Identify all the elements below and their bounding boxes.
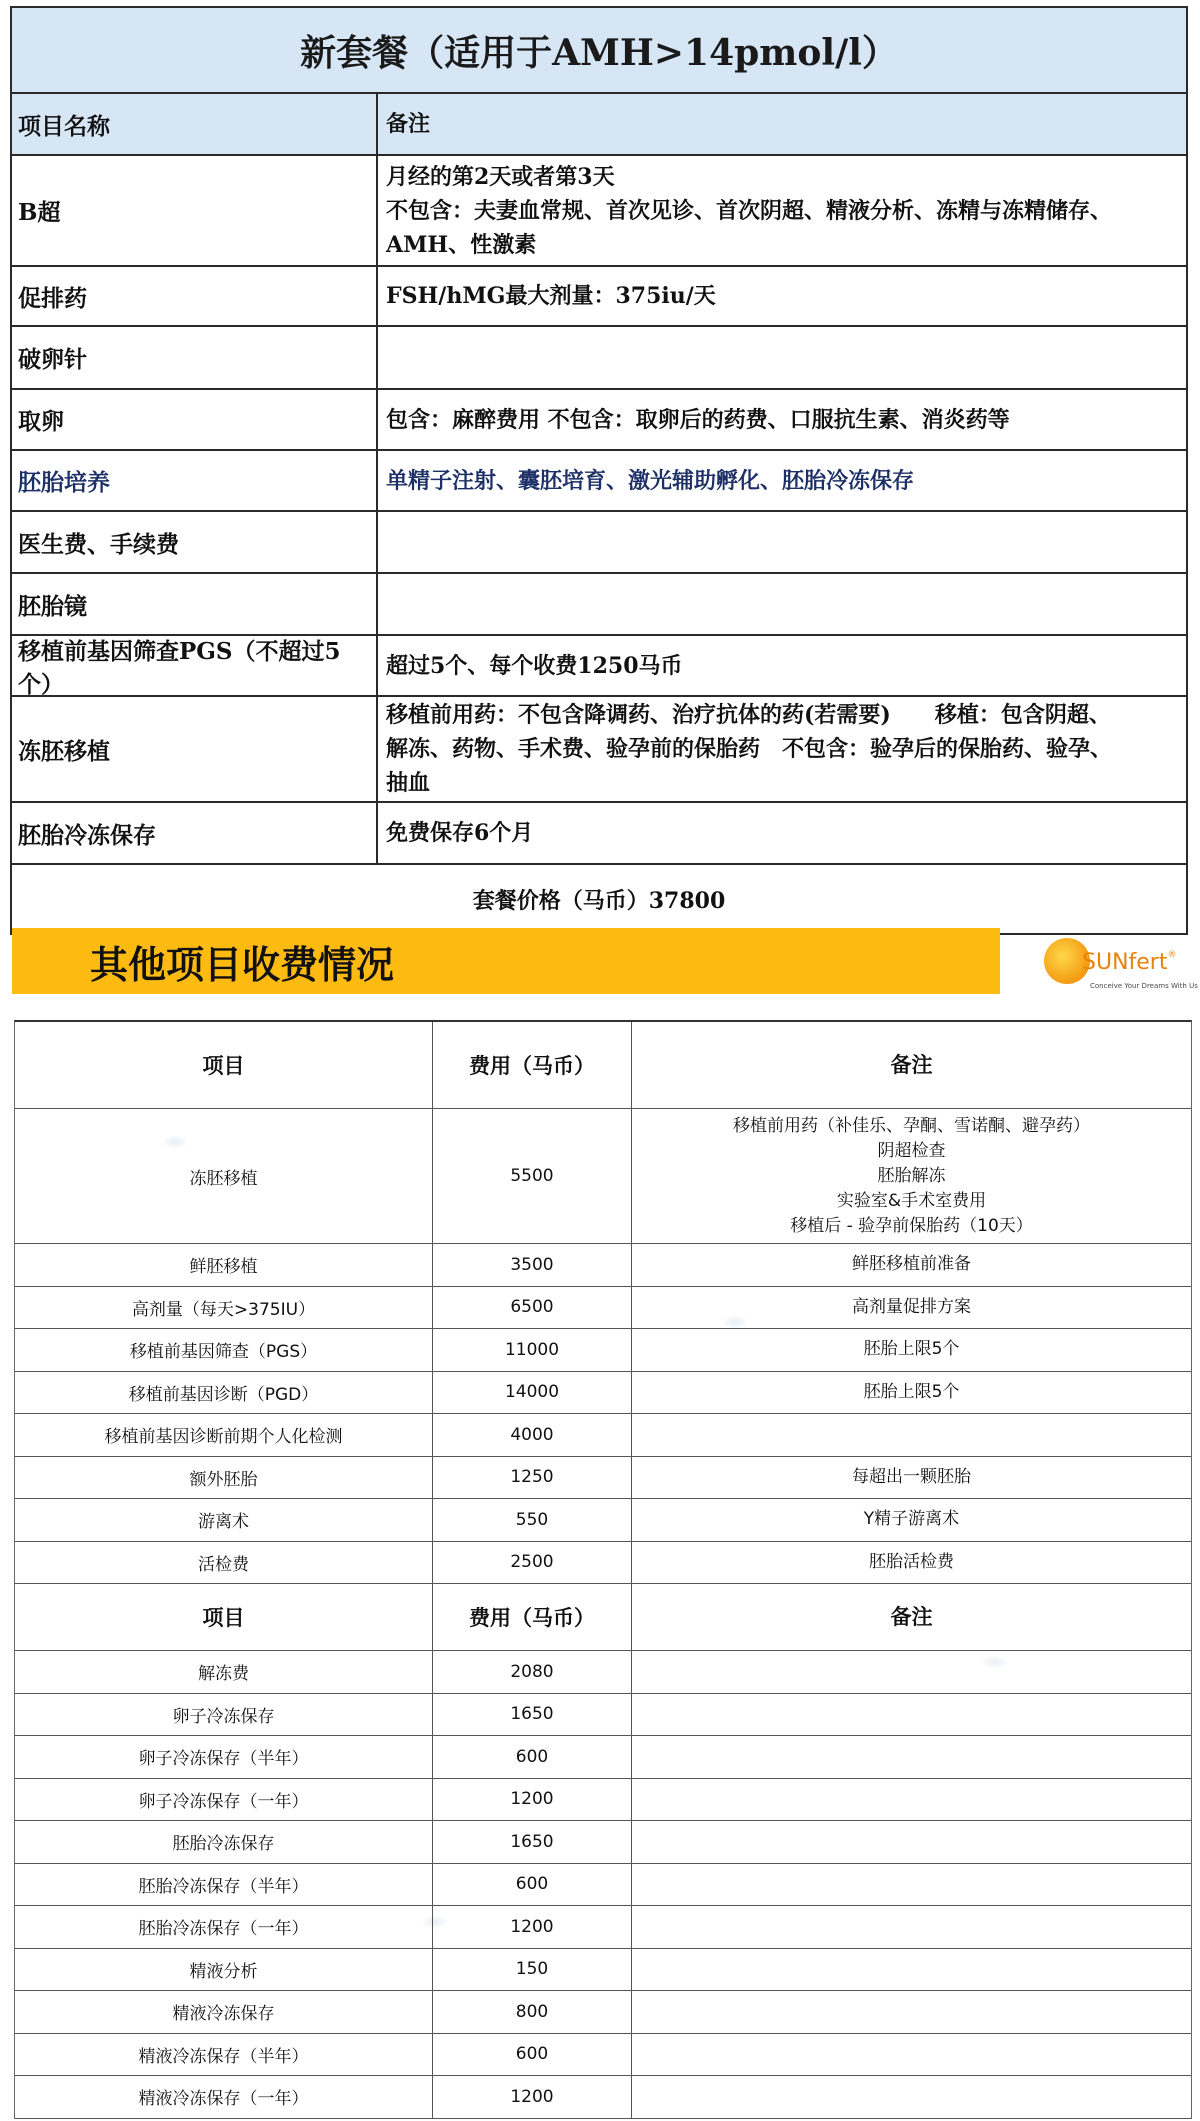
fees-fee: 5500 [433,1109,632,1243]
fees-note [632,1906,1191,1948]
fees-fee: 600 [433,2034,632,2076]
package-row [12,574,1186,636]
fees-note [632,1651,1191,1693]
fees-header-item: 项目 [15,1584,433,1650]
fees-fee: 11000 [433,1329,632,1371]
fees-header-fee: 费用（马币） [433,1584,632,1650]
fees-note [632,1821,1191,1863]
fees-note [632,1949,1191,1991]
fees-item: 胚胎冷冻保存 [15,1821,433,1863]
note-line: 实验室&手术室费用 [836,1190,987,1211]
package-note: 包含：麻醉费用 不包含：取卵后的药费、口服抗生素、消炎药等 [386,406,1010,433]
package-row [12,327,1186,390]
fees-fee: 800 [433,1991,632,2033]
fees-row [15,1329,1191,1372]
fees-item: 卵子冷冻保存（半年） [15,1736,433,1778]
fees-row [15,2076,1191,2119]
fees-fee: 1200 [433,1906,632,1948]
fees-item: 鲜胚移植 [15,1244,433,1286]
package-item: 移植前基因筛查PGS（不超过5个） [12,636,378,695]
package-item: B超 [12,156,378,265]
package-row [12,512,1186,574]
fees-row [15,1287,1191,1330]
package-header-row [12,94,1186,156]
fees-row [15,1864,1191,1907]
package-row [12,803,1186,865]
fees-item: 精液冷冻保存（一年） [15,2076,433,2118]
package-row [12,451,1186,512]
package-item: 医生费、手续费 [12,512,378,572]
fees-row [15,1651,1191,1694]
fees-row [15,1779,1191,1822]
fees-item: 移植前基因诊断（PGD） [15,1372,433,1414]
package-item: 取卵 [12,390,378,449]
fees-header-row [15,1584,1191,1651]
fees-row [15,1991,1191,2034]
fees-row [15,1109,1191,1244]
note-line: 移植前用药（补佳乐、孕酮、雪诺酮、避孕药） [733,1115,1090,1136]
package-item: 冻胚移植 [12,697,378,801]
fees-table [14,1020,1192,2119]
fees-fee: 2080 [433,1651,632,1693]
fees-row [15,1542,1191,1585]
fees-row [15,1457,1191,1500]
fees-fee: 2500 [433,1542,632,1584]
note-line: 胚胎解冻 [877,1165,946,1186]
fees-note [632,1991,1191,2033]
fees-item: 游离术 [15,1499,433,1541]
fees-note [632,2076,1191,2118]
fees-fee: 6500 [433,1287,632,1329]
package-note: 免费保存6个月 [386,820,534,846]
package-item: 胚胎镜 [12,574,378,634]
fees-fee: 1200 [433,2076,632,2118]
fees-fee: 1200 [433,1779,632,1821]
fees-fee: 150 [433,1949,632,1991]
logo-brand-b: fert [1128,950,1168,975]
fees-note [632,1864,1191,1906]
package-item: 胚胎培养 [12,451,378,510]
fees-row [15,1906,1191,1949]
package-title: 新套餐（适用于AMH>14pmol/l） [12,8,1186,94]
fees-header-fee: 费用（马币） [433,1022,632,1108]
fees-note: 胚胎上限5个 [863,1339,960,1360]
note-line: 移植前用药：不包含降调药、治疗抗体的药(若需要) 移植：包含阴超、 [386,702,1111,728]
note-line: 月经的第2天或者第3天 [386,163,615,190]
package-row [12,267,1186,327]
fees-note: 高剂量促排方案 [852,1296,971,1317]
package-note [378,327,1186,388]
fees-note [632,1414,1191,1456]
section-title: 其他项目收费情况 [90,942,395,987]
fees-header-note: 备注 [890,1604,933,1629]
fees-fee: 550 [433,1499,632,1541]
fees-item: 精液分析 [15,1949,433,1991]
fees-item: 冻胚移植 [15,1109,433,1243]
fees-row [15,1499,1191,1542]
fees-row [15,1372,1191,1415]
fees-item: 移植前基因筛查（PGS） [15,1329,433,1371]
fees-fee: 1250 [433,1457,632,1499]
logo-brand-a: SUN [1082,950,1129,975]
logo-brand [1082,950,1176,975]
package-row [12,390,1186,451]
package-price: 套餐价格（马币）37800 [472,887,726,914]
fees-row [15,1821,1191,1864]
fees-row [15,1244,1191,1287]
fees-item: 高剂量（每天>375IU） [15,1287,433,1329]
note-line: 移植后 - 验孕前保胎药（10天） [790,1215,1033,1236]
package-row [12,156,1186,267]
fees-row [15,1414,1191,1457]
fees-note: 鲜胚移植前准备 [852,1254,971,1275]
fees-header-row [15,1022,1191,1109]
fees-note [632,1736,1191,1778]
fees-note [632,1109,1191,1243]
package-item: 破卵针 [12,327,378,388]
note-line: 抽血 [386,770,431,796]
fees-item: 活检费 [15,1542,433,1584]
fees-row [15,1694,1191,1737]
package-row [12,636,1186,697]
fees-fee: 4000 [433,1414,632,1456]
note-line: 解冻、药物、手术费、验孕前的保胎药 不包含：验孕后的保胎药、验孕、 [386,736,1113,762]
package-note [378,156,1186,265]
fees-item: 胚胎冷冻保存（半年） [15,1864,433,1906]
package-note [378,697,1186,801]
fees-note: Y精子游离术 [863,1509,960,1530]
fees-item: 解冻费 [15,1651,433,1693]
package-note: 单精子注射、囊胚培育、激光辅助孵化、胚胎冷冻保存 [386,467,915,494]
fees-fee: 3500 [433,1244,632,1286]
fees-row [15,2034,1191,2077]
section-banner [12,928,1000,994]
package-row [12,697,1186,803]
fees-header-note: 备注 [890,1052,933,1077]
fees-fee: 1650 [433,1821,632,1863]
fees-fee: 1650 [433,1694,632,1736]
fees-item: 移植前基因诊断前期个人化检测 [15,1414,433,1456]
header-item: 项目名称 [12,94,378,154]
header-note: 备注 [386,111,431,137]
fees-fee: 600 [433,1864,632,1906]
fees-item: 卵子冷冻保存 [15,1694,433,1736]
package-note: 超过5个、每个收费1250马币 [386,652,683,679]
fees-note [632,1694,1191,1736]
fees-item: 精液冷冻保存（半年） [15,2034,433,2076]
fees-row [15,1736,1191,1779]
fees-item: 胚胎冷冻保存（一年） [15,1906,433,1948]
sunfert-logo [1038,932,1198,1002]
fees-note [632,2034,1191,2076]
fees-note: 每超出一颗胚胎 [852,1466,971,1487]
logo-tagline: Conceive Your Dreams With Us [1090,982,1198,990]
fees-note: 胚胎上限5个 [863,1381,960,1402]
package-item: 促排药 [12,267,378,325]
fees-note: 胚胎活检费 [869,1551,954,1572]
fees-item: 卵子冷冻保存（一年） [15,1779,433,1821]
package-note: FSH/hMG最大剂量：375iu/天 [386,283,716,309]
package-item: 胚胎冷冻保存 [12,803,378,863]
note-line: 不包含：夫妻血常规、首次见诊、首次阴超、精液分析、冻精与冻精储存、 [386,197,1113,224]
package-note [378,512,1186,572]
fees-note [632,1779,1191,1821]
fees-fee: 600 [433,1736,632,1778]
fees-row [15,1949,1191,1992]
fees-item: 精液冷冻保存 [15,1991,433,2033]
note-line: 阴超检查 [877,1140,946,1161]
package-note [378,574,1186,634]
fees-item: 额外胚胎 [15,1457,433,1499]
fees-fee: 14000 [433,1372,632,1414]
logo-reg: ® [1167,950,1177,960]
note-line: AMH、性激素 [386,231,537,258]
fees-header-item: 项目 [15,1022,433,1108]
package-table [10,6,1188,935]
